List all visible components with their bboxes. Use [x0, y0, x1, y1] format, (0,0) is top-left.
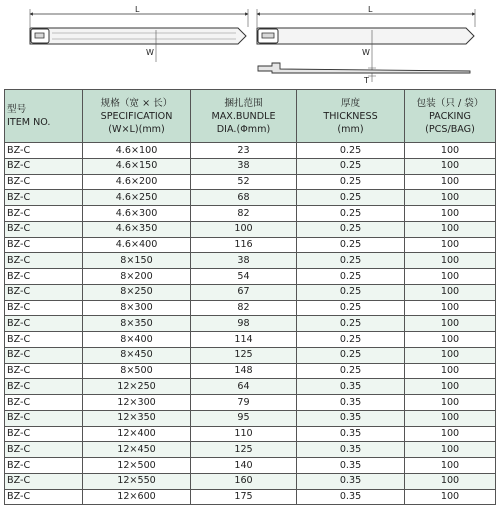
- table-row: [5, 426, 496, 442]
- tie-body-right: [257, 28, 474, 44]
- item-cell: BZ-C: [5, 347, 83, 363]
- spec-cell: 12×550: [83, 473, 191, 489]
- packing-cell: 100: [405, 300, 496, 316]
- item-cell: BZ-C: [5, 237, 83, 253]
- bundle-cell: 68: [191, 190, 297, 206]
- table-row: [5, 206, 496, 222]
- bundle-cell: 82: [191, 206, 297, 222]
- thickness-cell: 0.25: [297, 206, 405, 222]
- item-cell: BZ-C: [5, 363, 83, 379]
- bundle-cell: 95: [191, 410, 297, 426]
- thickness-cell: 0.25: [297, 316, 405, 332]
- item-cell: BZ-C: [5, 332, 83, 348]
- table-row: [5, 284, 496, 300]
- table-row: [5, 347, 496, 363]
- table-body: [5, 143, 496, 505]
- bundle-cell: 110: [191, 426, 297, 442]
- table-row: [5, 379, 496, 395]
- thickness-cell: 0.35: [297, 473, 405, 489]
- table-row: [5, 489, 496, 505]
- spec-cell: 4.6×400: [83, 237, 191, 253]
- table-row: [5, 269, 496, 285]
- spec-cell: 12×600: [83, 489, 191, 505]
- thickness-cell: 0.25: [297, 237, 405, 253]
- item-cell: BZ-C: [5, 221, 83, 237]
- item-cell: BZ-C: [5, 253, 83, 269]
- packing-cell: 100: [405, 473, 496, 489]
- item-cell: BZ-C: [5, 158, 83, 174]
- bundle-cell: 116: [191, 237, 297, 253]
- table-row: [5, 190, 496, 206]
- tie-body: [30, 28, 246, 44]
- item-cell: BZ-C: [5, 143, 83, 159]
- packing-cell: 100: [405, 363, 496, 379]
- bundle-cell: 54: [191, 269, 297, 285]
- thickness-cell: 0.25: [297, 221, 405, 237]
- specification-table: [4, 89, 496, 505]
- table-row: [5, 300, 496, 316]
- spec-cell: 12×300: [83, 395, 191, 411]
- width-label: W: [146, 48, 154, 57]
- bundle-cell: 125: [191, 442, 297, 458]
- packing-cell: 100: [405, 269, 496, 285]
- spec-cell: 4.6×350: [83, 221, 191, 237]
- spec-cell: 8×300: [83, 300, 191, 316]
- thickness-cell: 0.25: [297, 300, 405, 316]
- table-row: [5, 395, 496, 411]
- item-cell: BZ-C: [5, 458, 83, 474]
- packing-cell: 100: [405, 379, 496, 395]
- table-row: [5, 158, 496, 174]
- thickness-cell: 0.35: [297, 458, 405, 474]
- length-label: L: [135, 5, 140, 14]
- bundle-cell: 125: [191, 347, 297, 363]
- bundle-cell: 52: [191, 174, 297, 190]
- item-cell: BZ-C: [5, 473, 83, 489]
- packing-cell: 100: [405, 458, 496, 474]
- length-label-right: L: [368, 5, 373, 14]
- thickness-cell: 0.25: [297, 332, 405, 348]
- packing-cell: 100: [405, 190, 496, 206]
- thickness-cell: 0.35: [297, 442, 405, 458]
- thickness-cell: 0.35: [297, 379, 405, 395]
- item-cell: BZ-C: [5, 206, 83, 222]
- packing-cell: 100: [405, 316, 496, 332]
- bundle-cell: 140: [191, 458, 297, 474]
- item-cell: BZ-C: [5, 190, 83, 206]
- item-cell: BZ-C: [5, 316, 83, 332]
- spec-cell: 8×400: [83, 332, 191, 348]
- packing-cell: 100: [405, 253, 496, 269]
- bundle-cell: 175: [191, 489, 297, 505]
- bundle-cell: 98: [191, 316, 297, 332]
- spec-cell: 8×150: [83, 253, 191, 269]
- thickness-cell: 0.25: [297, 284, 405, 300]
- bundle-cell: 100: [191, 221, 297, 237]
- thickness-cell: 0.25: [297, 269, 405, 285]
- item-cell: BZ-C: [5, 442, 83, 458]
- item-cell: BZ-C: [5, 300, 83, 316]
- table-row: [5, 363, 496, 379]
- packing-cell: 100: [405, 410, 496, 426]
- left-drawing: [30, 5, 248, 62]
- spec-column-header: 规格（宽 × 长） SPECIFICATION (W×L)(mm): [83, 90, 191, 143]
- spec-cell: 4.6×150: [83, 158, 191, 174]
- bundle-cell: 82: [191, 300, 297, 316]
- packing-cell: 100: [405, 489, 496, 505]
- thickness-cell: 0.25: [297, 190, 405, 206]
- spec-cell: 8×450: [83, 347, 191, 363]
- thickness-cell: 0.35: [297, 395, 405, 411]
- packing-cell: 100: [405, 426, 496, 442]
- table-row: [5, 473, 496, 489]
- thickness-cell: 0.25: [297, 158, 405, 174]
- spec-cell: 4.6×250: [83, 190, 191, 206]
- thickness-cell: 0.25: [297, 347, 405, 363]
- table-row: [5, 458, 496, 474]
- packing-cell: 100: [405, 284, 496, 300]
- spec-cell: 4.6×100: [83, 143, 191, 159]
- bundle-cell: 38: [191, 158, 297, 174]
- packing-cell: 100: [405, 442, 496, 458]
- table-row: [5, 237, 496, 253]
- packing-cell: 100: [405, 395, 496, 411]
- bundle-column-header: 捆扎范围 MAX.BUNDLE DIA.(Φmm): [191, 90, 297, 143]
- spec-cell: 8×500: [83, 363, 191, 379]
- item-cell: BZ-C: [5, 395, 83, 411]
- thickness-column-header: 厚度 THICKNESS (mm): [297, 90, 405, 143]
- item-cell: BZ-C: [5, 410, 83, 426]
- packing-cell: 100: [405, 206, 496, 222]
- packing-cell: 100: [405, 158, 496, 174]
- bundle-cell: 160: [191, 473, 297, 489]
- spec-cell: 8×350: [83, 316, 191, 332]
- thickness-cell: 0.35: [297, 410, 405, 426]
- table-row: [5, 174, 496, 190]
- table-row: [5, 332, 496, 348]
- spec-cell: 4.6×200: [83, 174, 191, 190]
- spec-cell: 12×350: [83, 410, 191, 426]
- spec-cell: 12×400: [83, 426, 191, 442]
- bundle-cell: 114: [191, 332, 297, 348]
- packing-cell: 100: [405, 174, 496, 190]
- bundle-cell: 148: [191, 363, 297, 379]
- tie-side-view: [258, 63, 470, 73]
- item-cell: BZ-C: [5, 489, 83, 505]
- thickness-cell: 0.25: [297, 143, 405, 159]
- item-column-header: 型号 ITEM NO.: [5, 90, 83, 143]
- packing-cell: 100: [405, 221, 496, 237]
- spec-cell: 12×450: [83, 442, 191, 458]
- bundle-cell: 64: [191, 379, 297, 395]
- table-header-row: [5, 90, 496, 143]
- thickness-cell: 0.35: [297, 489, 405, 505]
- packing-cell: 100: [405, 347, 496, 363]
- item-cell: BZ-C: [5, 284, 83, 300]
- thickness-cell: 0.25: [297, 363, 405, 379]
- packing-column-header: 包装（只 / 袋） PACKING (PCS/BAG): [405, 90, 496, 143]
- bundle-cell: 67: [191, 284, 297, 300]
- spec-cell: 8×250: [83, 284, 191, 300]
- right-drawing: [257, 5, 475, 85]
- thickness-cell: 0.25: [297, 174, 405, 190]
- table-row: [5, 221, 496, 237]
- table-row: [5, 143, 496, 159]
- table-row: [5, 253, 496, 269]
- spec-cell: 12×250: [83, 379, 191, 395]
- item-cell: BZ-C: [5, 379, 83, 395]
- cable-tie-drawings: [0, 0, 500, 88]
- thickness-cell: 0.25: [297, 253, 405, 269]
- packing-cell: 100: [405, 237, 496, 253]
- spec-cell: 8×200: [83, 269, 191, 285]
- spec-cell: 12×500: [83, 458, 191, 474]
- width-label-right: W: [362, 48, 370, 57]
- item-cell: BZ-C: [5, 426, 83, 442]
- bundle-cell: 23: [191, 143, 297, 159]
- spec-cell: 4.6×300: [83, 206, 191, 222]
- bundle-cell: 79: [191, 395, 297, 411]
- thickness-cell: 0.35: [297, 426, 405, 442]
- table-row: [5, 316, 496, 332]
- packing-cell: 100: [405, 143, 496, 159]
- table-row: [5, 442, 496, 458]
- product-diagrams: [0, 0, 500, 88]
- thickness-label: T: [364, 76, 369, 85]
- item-cell: BZ-C: [5, 174, 83, 190]
- item-cell: BZ-C: [5, 269, 83, 285]
- packing-cell: 100: [405, 332, 496, 348]
- table-row: [5, 410, 496, 426]
- bundle-cell: 38: [191, 253, 297, 269]
